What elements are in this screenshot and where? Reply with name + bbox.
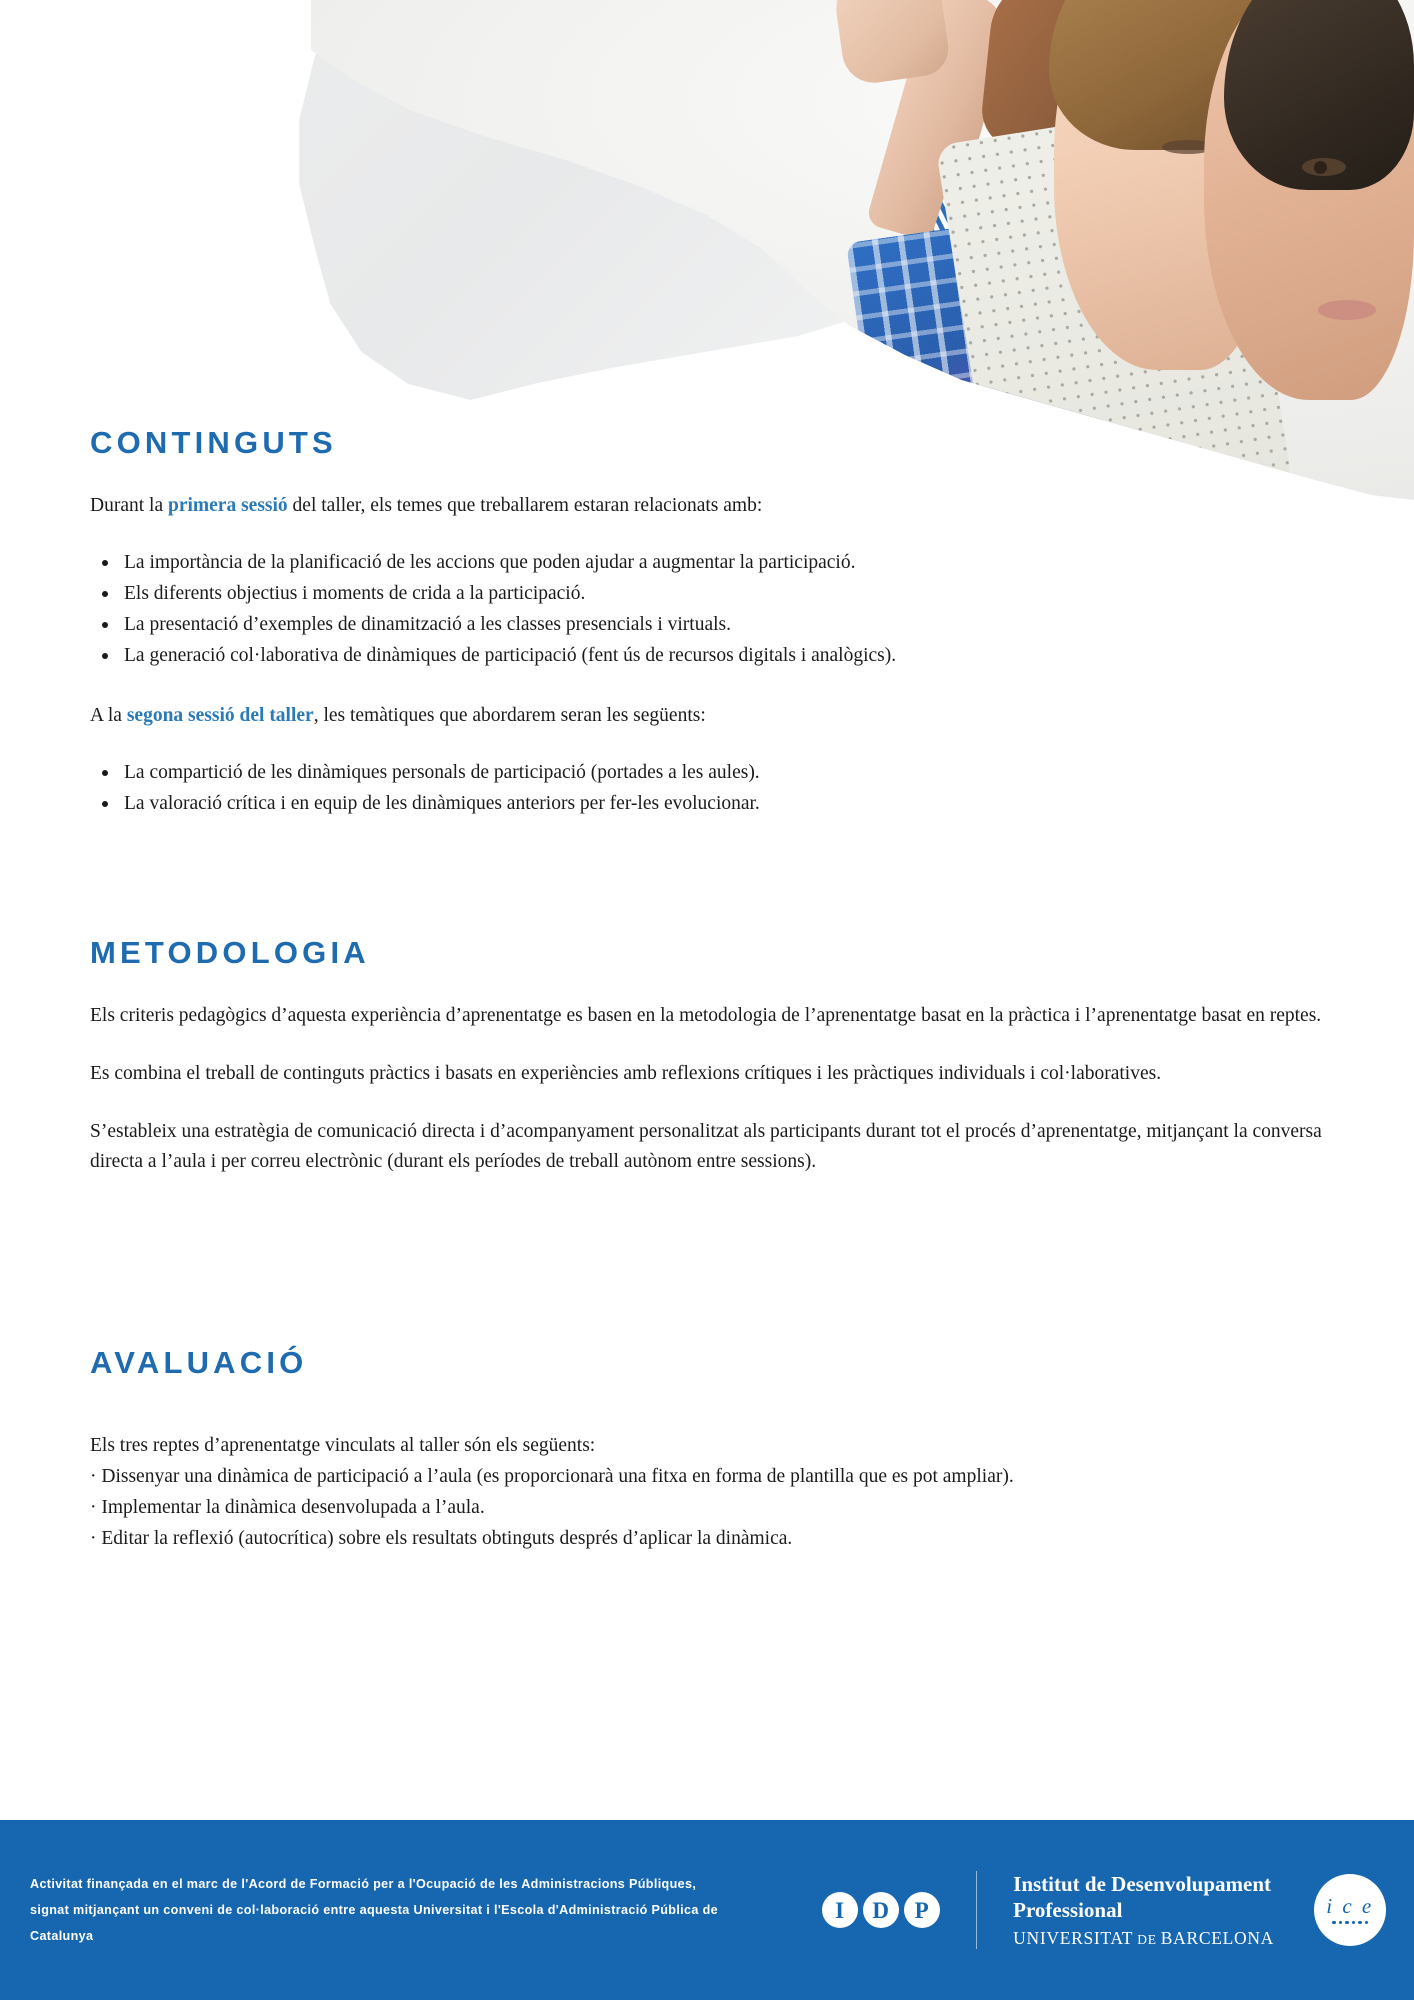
metodologia-paragraph-1: Els criteris pedagògics d’aquesta experiència d’aprenentatge es basen en la metodologia de l’aprenentatge basat en la pràctica i l’aprenentatge basat en reptes.	[90, 1005, 1322, 1026]
avaluacio-item-2: · Implementar la dinàmica desenvolupada a l’aula.	[90, 1497, 485, 1518]
institute-line-1: Institut de Desenvolupament	[1013, 1872, 1272, 1896]
university-de: DE	[1133, 1932, 1161, 1947]
university-logo-text	[1013, 1871, 1274, 1949]
continguts-intro-after: del taller, els temes que treballarem estaran relacionats amb:	[287, 495, 763, 516]
avaluacio-item-1: · Dissenyar una dinàmica de participació a l’aula (es proporcionarà una fitxa en forma de plantilla que es pot ampliar).	[90, 1466, 1014, 1487]
idp-letter-p: P	[904, 1892, 940, 1928]
idp-letter-i: I	[822, 1892, 858, 1928]
page-footer	[0, 1820, 1414, 2000]
institute-line-2: Professional	[1013, 1898, 1123, 1922]
section-avaluacio	[90, 1345, 1325, 1554]
continguts-intro-before: Durant la	[90, 495, 168, 516]
metodologia-paragraph-2: Es combina el treball de continguts pràctics i basats en experiències amb reflexions crítiques i les pràctiques individuals i col·laboratives.	[90, 1063, 1162, 1084]
continguts-intro-paragraph	[90, 491, 1325, 521]
ice-dot	[1352, 1921, 1356, 1925]
footer-logo-group	[822, 1871, 1386, 1949]
continguts-intro2-after: , les temàtiques que abordarem seran les següents:	[313, 705, 706, 726]
metodologia-paragraph-3: S’estableix una estratègia de comunicació directa i d’acompanyament personalitzat als participants durant tot el procés d’aprenentatge, mitjançant la conversa directa a l’aula i per correu electrònic (durant els períodes de treball autònom entre sessions).	[90, 1121, 1322, 1172]
continguts-intro-accent: primera sessió	[167, 495, 288, 516]
list-item: La generació col·laborativa de dinàmiques de participació (fent ús de recursos digitals i analògics).	[90, 640, 1325, 671]
university-pre: UNIVERSITAT	[1013, 1928, 1134, 1948]
funding-statement: Activitat finançada en el marc de l'Acord de Formació per a l'Ocupació de les Administracions Públiques, signat mitjançant un conveni de col·laboració entre aquesta Universitat i l'Escola d'Administració Pública de Catalunya	[30, 1877, 718, 1943]
section-continguts	[90, 425, 1325, 819]
heading-avaluacio: AVALUACIÓ	[90, 1345, 308, 1380]
idp-letter-d: D	[863, 1892, 899, 1928]
continguts-bullet-list-2	[90, 757, 1325, 819]
ice-letters: i c e	[1326, 1893, 1374, 1918]
list-item: La importància de la planificació de les accions que poden ajudar a augmentar la participació.	[90, 547, 1325, 578]
student-eye-right	[1302, 158, 1346, 176]
student-lips-right	[1318, 300, 1376, 320]
avaluacio-intro: Els tres reptes d’aprenentatge vinculats al taller són els següents:	[90, 1435, 596, 1456]
heading-metodologia: METODOLOGIA	[90, 935, 370, 970]
list-item: La compartició de les dinàmiques personals de participació (portades a les aules).	[90, 757, 1325, 788]
idp-logo	[822, 1892, 940, 1928]
section-metodologia	[90, 935, 1325, 1177]
continguts-intro2-accent: segona sessió del taller	[126, 705, 314, 726]
logo-divider	[976, 1871, 978, 1949]
university-post: BARCELONA	[1160, 1928, 1274, 1948]
ice-dots	[1332, 1921, 1368, 1925]
continguts-intro2-paragraph	[90, 701, 1325, 731]
continguts-intro2-before: A la	[90, 705, 127, 726]
ice-dot	[1332, 1921, 1336, 1925]
ice-dot	[1358, 1921, 1362, 1925]
ice-dot	[1339, 1921, 1343, 1925]
ice-logo	[1314, 1874, 1386, 1946]
avaluacio-item-3: · Editar la reflexió (autocrítica) sobre els resultats obtinguts després d’aplicar la dinàmica.	[90, 1528, 793, 1549]
list-item: La valoració crítica i en equip de les dinàmiques anteriors per fer-les evolucionar.	[90, 788, 1325, 819]
heading-continguts: CONTINGUTS	[90, 425, 337, 460]
university-line	[1013, 1928, 1274, 1949]
ice-dot	[1365, 1921, 1369, 1925]
list-item: Els diferents objectius i moments de crida a la participació.	[90, 578, 1325, 609]
continguts-bullet-list	[90, 547, 1325, 671]
ice-dot	[1345, 1921, 1349, 1925]
list-item: La presentació d’exemples de dinamització a les classes presencials i virtuals.	[90, 609, 1325, 640]
